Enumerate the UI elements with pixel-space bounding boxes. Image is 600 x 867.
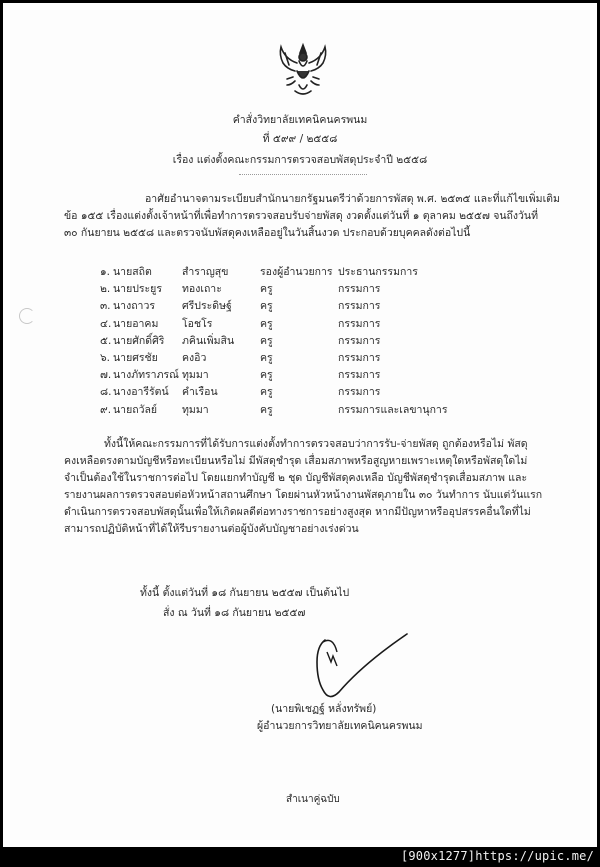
member-number: ๒. — [100, 283, 111, 296]
paragraph2-line5: ดำเนินการตรวจสอบพัสดุนั้นเพื่อให้เกิดผลดีต่อทางราชการอย่างสูงสุด หากมีปัญหาหรืออุปสรรคอื่นใดที่ไม่ — [64, 506, 531, 518]
paragraph2-line2: คงเหลือตรงตามบัญชีหรือทะเบียนหรือไม่ มีพัสดุชำรุด เสื่อมสภาพหรือสูญหายเพราะเหตุใดหรือพัสดุใดไม่ — [64, 455, 528, 467]
member-position: ครู — [260, 317, 273, 330]
copy-mark: สำเนาคู่ฉบับ — [286, 794, 340, 805]
member-first-name: นางภัทราภรณ์ — [113, 369, 179, 382]
member-position: รองผู้อำนวยการ — [260, 266, 333, 278]
member-first-name: นายศรชัย — [113, 351, 158, 364]
member-role: ประธานกรรมการ — [338, 266, 418, 278]
signature-icon — [303, 628, 413, 708]
paragraph2-line6: สามารถปฏิบัติหน้าที่ได้ให้รีบรายงานต่อผู้บังคับบัญชาอย่างเร่งด่วน — [64, 523, 359, 535]
member-last-name: ทองเถาะ — [182, 283, 222, 296]
member-position: ครู — [260, 283, 273, 296]
member-role: กรรมการ — [338, 369, 381, 382]
member-position: ครู — [260, 351, 273, 364]
garuda-emblem-icon — [273, 41, 333, 101]
member-position: ครู — [260, 369, 273, 382]
member-last-name: ศรีประดิษฐ์ — [182, 300, 232, 313]
member-position: ครู — [260, 334, 273, 347]
member-last-name: ทุมมา — [182, 369, 209, 382]
member-role: กรรมการ — [338, 317, 381, 330]
subject-divider — [239, 174, 367, 175]
member-last-name: ภคินเพิ่มสิน — [182, 334, 235, 347]
member-number: ๗. — [100, 369, 112, 382]
member-first-name: นายถวัลย์ — [113, 403, 158, 416]
member-first-name: นางถาวร — [113, 300, 155, 313]
document-page — [3, 3, 597, 847]
member-last-name: ทุมมา — [182, 403, 209, 416]
member-position: ครู — [260, 403, 273, 416]
order-subject: เรื่อง แต่งตั้งคณะกรรมการตรวจสอบพัสดุประจำปี ๒๕๕๘ — [172, 154, 428, 166]
signatory-title: ผู้อำนวยการวิทยาลัยเทคนิคนครพนม — [257, 720, 423, 732]
member-role: กรรมการ — [338, 283, 381, 296]
member-first-name: นายประยูร — [113, 283, 162, 296]
signatory-name: (นายพิเชฏฐ์ หลั่งทรัพย์) — [271, 703, 377, 715]
member-number: ๔. — [100, 317, 112, 330]
member-number: ๕. — [100, 334, 112, 347]
paragraph1-line2: ข้อ ๑๕๕ เรื่องแต่งตั้งเจ้าหน้าที่เพื่อทำการตรวจสอบรับจ่ายพัสดุ งวดตั้งแต่วันที่ ๑ ตุลาคม ๒๕๕๗ จนถึงวันที่ — [64, 210, 538, 222]
member-last-name: คงอิว — [182, 351, 207, 364]
paragraph1-line1: อาศัยอำนาจตามระเบียบสำนักนายกรัฐมนตรีว่าด้วยการพัสดุ พ.ศ. ๒๕๓๕ และที่แก้ไขเพิ่มเติม — [145, 193, 560, 205]
member-position: ครู — [260, 386, 273, 399]
effective-date: ทั้งนี้ ตั้งแต่วันที่ ๑๘ กันยายน ๒๕๕๗ เป็นต้นไป — [140, 587, 350, 599]
member-role: กรรมการ — [338, 300, 381, 313]
member-role: กรรมการ — [338, 386, 381, 399]
order-number: ที่ ๕๙๙ / ๒๕๕๘ — [262, 133, 338, 145]
paragraph2-line1: ทั้งนี้ให้คณะกรรมการที่ได้รับการแต่งตั้งทำการตรวจสอบว่าการรับ-จ่ายพัสดุ ถูกต้องหรือไม่ พัสดุ — [104, 438, 528, 450]
member-first-name: นายศักดิ์ศิริ — [113, 334, 165, 347]
member-first-name: นายสถิต — [113, 266, 152, 278]
member-number: ๙. — [100, 403, 112, 416]
member-first-name: นางอารีรัตน์ — [113, 386, 169, 399]
paragraph1-line3: ๓๐ กันยายน ๒๕๕๘ และตรวจนับพัสดุคงเหลืออยู่ในวันสิ้นงวด ประกอบด้วยบุคคลดังต่อไปนี้ — [64, 227, 471, 239]
member-number: ๘. — [100, 386, 112, 399]
member-role: กรรมการ — [338, 351, 381, 364]
member-last-name: สำราญสุข — [182, 266, 229, 278]
paragraph2-line3: จำเป็นต้องใช้ในราชการต่อไป โดยแยกทำบัญชี ๒ ชุด บัญชีพัสดุคงเหลือ บัญชีพัสดุชำรุดเสื่อมสภาพ และ — [64, 472, 528, 484]
member-number: ๓. — [100, 300, 111, 313]
member-first-name: นายอาคม — [113, 317, 159, 330]
image-host-watermark: [900x1277]https://upic.me/ — [400, 849, 594, 863]
member-last-name: คำเรือน — [182, 386, 218, 399]
member-role: กรรมการ — [338, 334, 381, 347]
order-date: สั่ง ณ วันที่ ๑๘ กันยายน ๒๕๕๗ — [163, 607, 306, 619]
issuer-title: คำสั่งวิทยาลัยเทคนิคนครพนม — [232, 114, 368, 126]
member-number: ๑. — [100, 266, 111, 278]
member-role: กรรมการและเลขานุการ — [338, 403, 448, 416]
member-last-name: โอชโร — [182, 317, 213, 330]
punch-hole-mark — [19, 308, 35, 324]
paragraph2-line4: รายงานผลการตรวจสอบต่อหัวหน้าสถานศึกษา โดยผ่านหัวหน้างานพัสดุภายใน ๓๐ วันทำการ นับแต่วันแรก — [64, 489, 543, 501]
member-position: ครู — [260, 300, 273, 313]
member-number: ๖. — [100, 351, 111, 364]
